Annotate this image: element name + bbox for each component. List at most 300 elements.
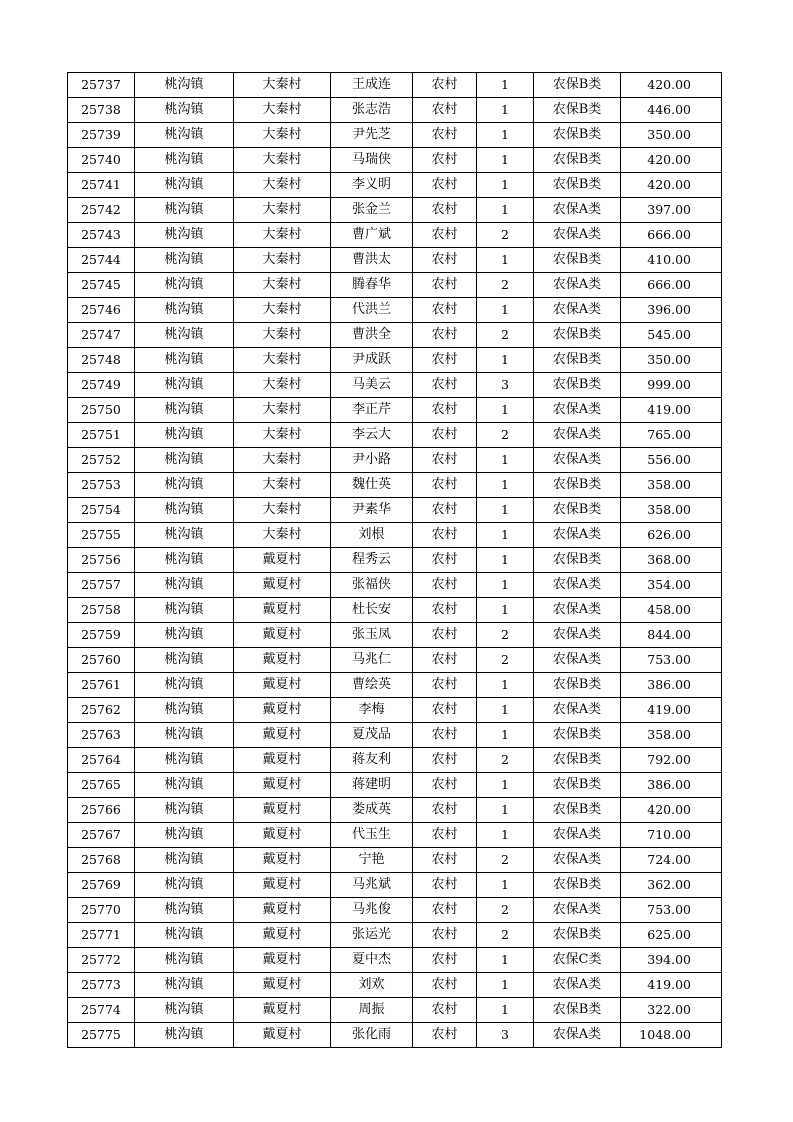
cell-household-count: 2	[477, 898, 534, 923]
table-row	[68, 623, 722, 648]
cell-name: 程秀云	[331, 548, 413, 573]
table-body	[68, 73, 722, 1048]
cell-household-count: 1	[477, 973, 534, 998]
cell-household-count: 1	[477, 148, 534, 173]
cell-village: 大秦村	[234, 273, 331, 298]
cell-area-type: 农村	[413, 123, 477, 148]
cell-household-count: 1	[477, 548, 534, 573]
cell-town: 桃沟镇	[135, 223, 234, 248]
cell-insurance-category: 农保A类	[534, 298, 621, 323]
cell-household-count: 1	[477, 673, 534, 698]
cell-household-count: 1	[477, 123, 534, 148]
cell-record-id: 25740	[68, 148, 135, 173]
cell-name: 曹洪全	[331, 323, 413, 348]
cell-area-type: 农村	[413, 698, 477, 723]
benefit-table	[67, 72, 722, 1048]
cell-town: 桃沟镇	[135, 98, 234, 123]
cell-village: 大秦村	[234, 73, 331, 98]
table-row	[68, 323, 722, 348]
cell-area-type: 农村	[413, 323, 477, 348]
cell-insurance-category: 农保A类	[534, 423, 621, 448]
cell-town: 桃沟镇	[135, 398, 234, 423]
cell-record-id: 25738	[68, 98, 135, 123]
table-row	[68, 773, 722, 798]
cell-amount: 322.00	[621, 998, 722, 1023]
cell-name: 蒋建明	[331, 773, 413, 798]
cell-name: 李云大	[331, 423, 413, 448]
cell-record-id: 25771	[68, 923, 135, 948]
cell-household-count: 2	[477, 748, 534, 773]
cell-insurance-category: 农保B类	[534, 498, 621, 523]
cell-town: 桃沟镇	[135, 248, 234, 273]
cell-insurance-category: 农保A类	[534, 973, 621, 998]
cell-name: 曹洪太	[331, 248, 413, 273]
cell-insurance-category: 农保B类	[534, 923, 621, 948]
cell-village: 戴夏村	[234, 623, 331, 648]
cell-record-id: 25746	[68, 298, 135, 323]
cell-area-type: 农村	[413, 423, 477, 448]
cell-village: 戴夏村	[234, 548, 331, 573]
cell-village: 大秦村	[234, 523, 331, 548]
cell-record-id: 25756	[68, 548, 135, 573]
cell-amount: 350.00	[621, 123, 722, 148]
cell-insurance-category: 农保A类	[534, 598, 621, 623]
cell-town: 桃沟镇	[135, 923, 234, 948]
cell-town: 桃沟镇	[135, 73, 234, 98]
cell-record-id: 25773	[68, 973, 135, 998]
cell-amount: 446.00	[621, 98, 722, 123]
cell-record-id: 25748	[68, 348, 135, 373]
cell-area-type: 农村	[413, 98, 477, 123]
cell-household-count: 1	[477, 798, 534, 823]
cell-insurance-category: 农保B类	[534, 673, 621, 698]
cell-village: 大秦村	[234, 448, 331, 473]
cell-village: 戴夏村	[234, 898, 331, 923]
table-row	[68, 98, 722, 123]
cell-record-id: 25751	[68, 423, 135, 448]
cell-name: 马兆斌	[331, 873, 413, 898]
cell-record-id: 25758	[68, 598, 135, 623]
cell-household-count: 1	[477, 598, 534, 623]
cell-name: 马兆仁	[331, 648, 413, 673]
cell-village: 大秦村	[234, 198, 331, 223]
cell-amount: 792.00	[621, 748, 722, 773]
cell-household-count: 1	[477, 173, 534, 198]
cell-town: 桃沟镇	[135, 698, 234, 723]
cell-area-type: 农村	[413, 623, 477, 648]
cell-amount: 368.00	[621, 548, 722, 573]
cell-name: 尹成跃	[331, 348, 413, 373]
cell-village: 戴夏村	[234, 598, 331, 623]
cell-area-type: 农村	[413, 848, 477, 873]
table-row	[68, 173, 722, 198]
cell-town: 桃沟镇	[135, 823, 234, 848]
cell-amount: 420.00	[621, 173, 722, 198]
cell-area-type: 农村	[413, 523, 477, 548]
cell-amount: 666.00	[621, 223, 722, 248]
cell-insurance-category: 农保B类	[534, 73, 621, 98]
cell-area-type: 农村	[413, 273, 477, 298]
table-row	[68, 898, 722, 923]
cell-record-id: 25753	[68, 473, 135, 498]
cell-village: 戴夏村	[234, 723, 331, 748]
cell-area-type: 农村	[413, 548, 477, 573]
cell-insurance-category: 农保B类	[534, 723, 621, 748]
cell-village: 大秦村	[234, 248, 331, 273]
cell-household-count: 1	[477, 998, 534, 1023]
cell-village: 大秦村	[234, 423, 331, 448]
cell-name: 娄成英	[331, 798, 413, 823]
cell-record-id: 25741	[68, 173, 135, 198]
cell-area-type: 农村	[413, 348, 477, 373]
cell-record-id: 25766	[68, 798, 135, 823]
cell-name: 周振	[331, 998, 413, 1023]
cell-amount: 844.00	[621, 623, 722, 648]
cell-record-id: 25760	[68, 648, 135, 673]
cell-name: 李梅	[331, 698, 413, 723]
table-row	[68, 448, 722, 473]
cell-name: 尹先芝	[331, 123, 413, 148]
cell-village: 大秦村	[234, 98, 331, 123]
cell-village: 大秦村	[234, 473, 331, 498]
cell-town: 桃沟镇	[135, 448, 234, 473]
cell-village: 大秦村	[234, 323, 331, 348]
cell-name: 马瑞侠	[331, 148, 413, 173]
cell-area-type: 农村	[413, 198, 477, 223]
cell-village: 戴夏村	[234, 848, 331, 873]
cell-area-type: 农村	[413, 798, 477, 823]
cell-name: 杜长安	[331, 598, 413, 623]
cell-name: 夏茂品	[331, 723, 413, 748]
cell-household-count: 2	[477, 623, 534, 648]
cell-household-count: 1	[477, 448, 534, 473]
cell-name: 腾春华	[331, 273, 413, 298]
cell-name: 尹小路	[331, 448, 413, 473]
cell-town: 桃沟镇	[135, 648, 234, 673]
cell-name: 马兆俊	[331, 898, 413, 923]
cell-record-id: 25757	[68, 573, 135, 598]
cell-amount: 386.00	[621, 673, 722, 698]
cell-record-id: 25745	[68, 273, 135, 298]
cell-town: 桃沟镇	[135, 1023, 234, 1048]
cell-area-type: 农村	[413, 598, 477, 623]
cell-name: 曹广斌	[331, 223, 413, 248]
table-row	[68, 423, 722, 448]
cell-record-id: 25749	[68, 373, 135, 398]
cell-insurance-category: 农保A类	[534, 398, 621, 423]
cell-town: 桃沟镇	[135, 773, 234, 798]
table-row	[68, 248, 722, 273]
cell-town: 桃沟镇	[135, 473, 234, 498]
cell-household-count: 1	[477, 523, 534, 548]
cell-record-id: 25774	[68, 998, 135, 1023]
cell-town: 桃沟镇	[135, 598, 234, 623]
cell-household-count: 1	[477, 873, 534, 898]
cell-household-count: 1	[477, 98, 534, 123]
cell-area-type: 农村	[413, 823, 477, 848]
cell-amount: 556.00	[621, 448, 722, 473]
table-row	[68, 873, 722, 898]
cell-amount: 410.00	[621, 248, 722, 273]
cell-household-count: 1	[477, 473, 534, 498]
cell-village: 戴夏村	[234, 998, 331, 1023]
cell-insurance-category: 农保A类	[534, 273, 621, 298]
table-row	[68, 148, 722, 173]
cell-area-type: 农村	[413, 873, 477, 898]
cell-name: 马美云	[331, 373, 413, 398]
cell-record-id: 25764	[68, 748, 135, 773]
table-row	[68, 648, 722, 673]
cell-name: 张玉凤	[331, 623, 413, 648]
cell-amount: 419.00	[621, 973, 722, 998]
table-row	[68, 973, 722, 998]
cell-area-type: 农村	[413, 448, 477, 473]
cell-record-id: 25754	[68, 498, 135, 523]
cell-town: 桃沟镇	[135, 498, 234, 523]
cell-insurance-category: 农保A类	[534, 223, 621, 248]
cell-town: 桃沟镇	[135, 873, 234, 898]
cell-insurance-category: 农保A类	[534, 523, 621, 548]
cell-village: 戴夏村	[234, 673, 331, 698]
cell-name: 王成连	[331, 73, 413, 98]
cell-town: 桃沟镇	[135, 348, 234, 373]
cell-household-count: 1	[477, 348, 534, 373]
cell-household-count: 1	[477, 948, 534, 973]
cell-town: 桃沟镇	[135, 748, 234, 773]
cell-area-type: 农村	[413, 998, 477, 1023]
table-row	[68, 673, 722, 698]
cell-area-type: 农村	[413, 373, 477, 398]
cell-village: 戴夏村	[234, 698, 331, 723]
cell-amount: 420.00	[621, 798, 722, 823]
cell-amount: 420.00	[621, 148, 722, 173]
table-row	[68, 398, 722, 423]
cell-amount: 753.00	[621, 648, 722, 673]
cell-insurance-category: 农保A类	[534, 573, 621, 598]
table-row	[68, 598, 722, 623]
cell-town: 桃沟镇	[135, 298, 234, 323]
table-row	[68, 348, 722, 373]
cell-name: 张福侠	[331, 573, 413, 598]
cell-town: 桃沟镇	[135, 948, 234, 973]
cell-name: 蒋友利	[331, 748, 413, 773]
cell-record-id: 25744	[68, 248, 135, 273]
cell-record-id: 25761	[68, 673, 135, 698]
table-row	[68, 298, 722, 323]
cell-town: 桃沟镇	[135, 573, 234, 598]
cell-insurance-category: 农保B类	[534, 748, 621, 773]
cell-name: 张化雨	[331, 1023, 413, 1048]
cell-name: 尹素华	[331, 498, 413, 523]
cell-village: 大秦村	[234, 398, 331, 423]
cell-record-id: 25737	[68, 73, 135, 98]
cell-name: 刘欢	[331, 973, 413, 998]
table-row	[68, 273, 722, 298]
cell-area-type: 农村	[413, 398, 477, 423]
cell-amount: 354.00	[621, 573, 722, 598]
cell-area-type: 农村	[413, 923, 477, 948]
cell-household-count: 1	[477, 398, 534, 423]
cell-area-type: 农村	[413, 248, 477, 273]
cell-household-count: 1	[477, 498, 534, 523]
cell-insurance-category: 农保B类	[534, 323, 621, 348]
cell-record-id: 25762	[68, 698, 135, 723]
cell-amount: 358.00	[621, 498, 722, 523]
cell-amount: 724.00	[621, 848, 722, 873]
table-row	[68, 923, 722, 948]
cell-insurance-category: 农保B类	[534, 348, 621, 373]
cell-amount: 545.00	[621, 323, 722, 348]
cell-area-type: 农村	[413, 748, 477, 773]
cell-village: 大秦村	[234, 123, 331, 148]
cell-town: 桃沟镇	[135, 423, 234, 448]
cell-record-id: 25768	[68, 848, 135, 873]
cell-household-count: 2	[477, 648, 534, 673]
cell-household-count: 3	[477, 1023, 534, 1048]
cell-household-count: 1	[477, 823, 534, 848]
cell-area-type: 农村	[413, 473, 477, 498]
cell-insurance-category: 农保A类	[534, 623, 621, 648]
cell-village: 戴夏村	[234, 748, 331, 773]
cell-name: 张运光	[331, 923, 413, 948]
cell-insurance-category: 农保B类	[534, 148, 621, 173]
cell-village: 戴夏村	[234, 1023, 331, 1048]
cell-insurance-category: 农保A类	[534, 698, 621, 723]
cell-area-type: 农村	[413, 298, 477, 323]
cell-insurance-category: 农保A类	[534, 848, 621, 873]
cell-insurance-category: 农保A类	[534, 1023, 621, 1048]
cell-insurance-category: 农保B类	[534, 998, 621, 1023]
cell-area-type: 农村	[413, 148, 477, 173]
cell-village: 戴夏村	[234, 573, 331, 598]
cell-insurance-category: 农保A类	[534, 898, 621, 923]
cell-village: 戴夏村	[234, 823, 331, 848]
cell-amount: 394.00	[621, 948, 722, 973]
cell-insurance-category: 农保B类	[534, 98, 621, 123]
cell-village: 大秦村	[234, 173, 331, 198]
cell-town: 桃沟镇	[135, 198, 234, 223]
cell-town: 桃沟镇	[135, 173, 234, 198]
cell-town: 桃沟镇	[135, 798, 234, 823]
cell-town: 桃沟镇	[135, 523, 234, 548]
cell-area-type: 农村	[413, 1023, 477, 1048]
cell-insurance-category: 农保B类	[534, 123, 621, 148]
cell-amount: 397.00	[621, 198, 722, 223]
table-row	[68, 748, 722, 773]
cell-village: 戴夏村	[234, 798, 331, 823]
cell-record-id: 25772	[68, 948, 135, 973]
cell-insurance-category: 农保B类	[534, 548, 621, 573]
cell-area-type: 农村	[413, 223, 477, 248]
cell-record-id: 25770	[68, 898, 135, 923]
cell-name: 曹绘英	[331, 673, 413, 698]
cell-area-type: 农村	[413, 948, 477, 973]
table-row	[68, 698, 722, 723]
cell-amount: 625.00	[621, 923, 722, 948]
cell-amount: 1048.00	[621, 1023, 722, 1048]
cell-area-type: 农村	[413, 973, 477, 998]
table-row	[68, 498, 722, 523]
cell-household-count: 3	[477, 373, 534, 398]
table-row	[68, 123, 722, 148]
cell-amount: 350.00	[621, 348, 722, 373]
cell-household-count: 2	[477, 848, 534, 873]
cell-household-count: 1	[477, 198, 534, 223]
cell-amount: 458.00	[621, 598, 722, 623]
cell-household-count: 1	[477, 298, 534, 323]
cell-village: 大秦村	[234, 348, 331, 373]
cell-household-count: 2	[477, 923, 534, 948]
cell-amount: 765.00	[621, 423, 722, 448]
cell-amount: 626.00	[621, 523, 722, 548]
cell-town: 桃沟镇	[135, 998, 234, 1023]
cell-amount: 386.00	[621, 773, 722, 798]
cell-town: 桃沟镇	[135, 123, 234, 148]
cell-record-id: 25742	[68, 198, 135, 223]
cell-village: 戴夏村	[234, 923, 331, 948]
cell-record-id: 25747	[68, 323, 135, 348]
cell-insurance-category: 农保B类	[534, 373, 621, 398]
cell-village: 戴夏村	[234, 648, 331, 673]
table-row	[68, 198, 722, 223]
cell-area-type: 农村	[413, 723, 477, 748]
cell-area-type: 农村	[413, 898, 477, 923]
cell-household-count: 2	[477, 323, 534, 348]
cell-insurance-category: 农保B类	[534, 248, 621, 273]
table-row	[68, 473, 722, 498]
cell-amount: 666.00	[621, 273, 722, 298]
cell-town: 桃沟镇	[135, 723, 234, 748]
cell-amount: 753.00	[621, 898, 722, 923]
cell-name: 张志浩	[331, 98, 413, 123]
cell-amount: 419.00	[621, 698, 722, 723]
cell-record-id: 25759	[68, 623, 135, 648]
table-row	[68, 848, 722, 873]
cell-record-id: 25755	[68, 523, 135, 548]
cell-amount: 419.00	[621, 398, 722, 423]
table-row	[68, 798, 722, 823]
cell-insurance-category: 农保A类	[534, 823, 621, 848]
cell-insurance-category: 农保A类	[534, 648, 621, 673]
cell-household-count: 1	[477, 773, 534, 798]
cell-town: 桃沟镇	[135, 373, 234, 398]
cell-name: 李义明	[331, 173, 413, 198]
cell-insurance-category: 农保B类	[534, 873, 621, 898]
table-row	[68, 73, 722, 98]
cell-name: 刘根	[331, 523, 413, 548]
cell-village: 大秦村	[234, 373, 331, 398]
cell-village: 戴夏村	[234, 773, 331, 798]
cell-town: 桃沟镇	[135, 323, 234, 348]
cell-town: 桃沟镇	[135, 973, 234, 998]
cell-record-id: 25739	[68, 123, 135, 148]
cell-village: 大秦村	[234, 223, 331, 248]
cell-record-id: 25750	[68, 398, 135, 423]
cell-household-count: 2	[477, 273, 534, 298]
cell-name: 代洪兰	[331, 298, 413, 323]
cell-name: 夏中杰	[331, 948, 413, 973]
cell-amount: 999.00	[621, 373, 722, 398]
cell-insurance-category: 农保B类	[534, 173, 621, 198]
cell-name: 宁艳	[331, 848, 413, 873]
table-row	[68, 523, 722, 548]
cell-village: 大秦村	[234, 298, 331, 323]
cell-record-id: 25769	[68, 873, 135, 898]
cell-area-type: 农村	[413, 573, 477, 598]
cell-household-count: 2	[477, 223, 534, 248]
cell-area-type: 农村	[413, 773, 477, 798]
cell-town: 桃沟镇	[135, 273, 234, 298]
